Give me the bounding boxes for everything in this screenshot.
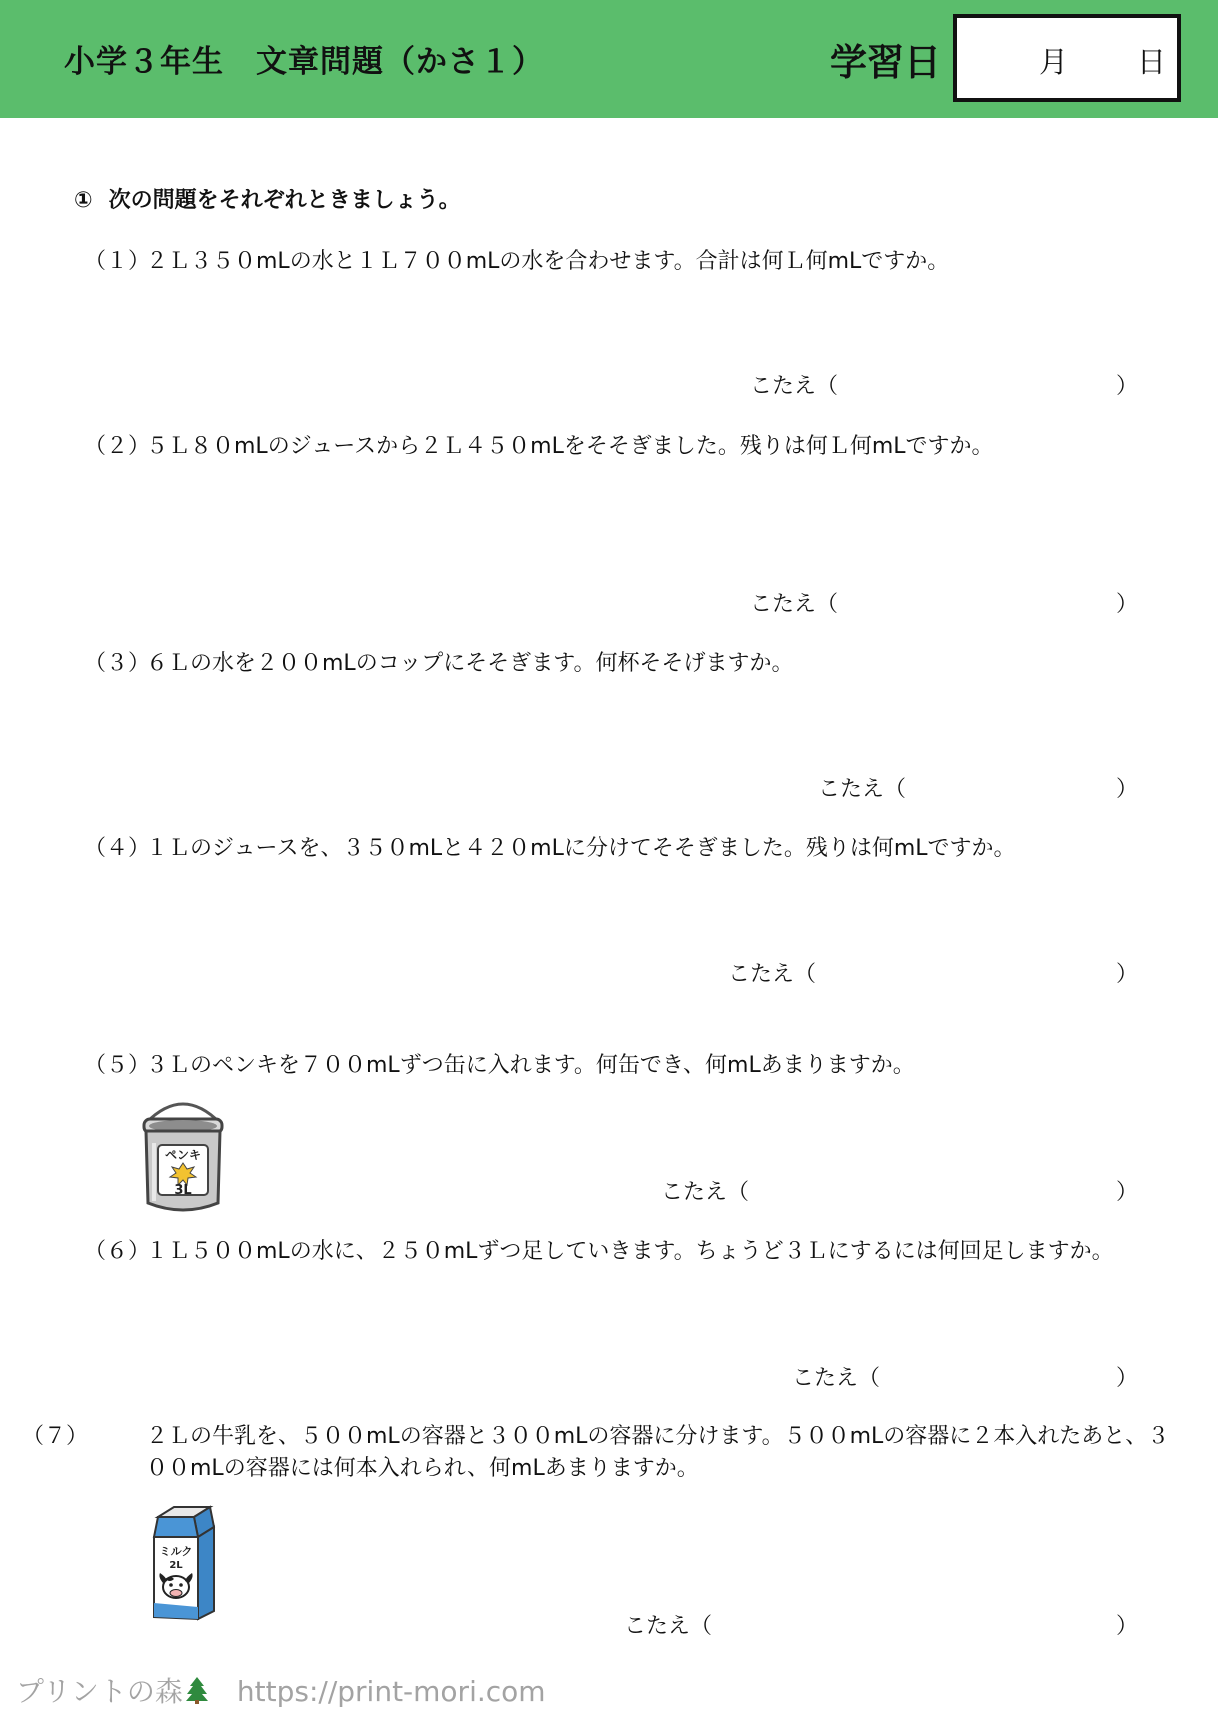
study-date-label: 学習日 [830,41,941,84]
answer-close-paren: ） [1116,1366,1139,1391]
site-name: プリントの森 [16,1675,183,1708]
milk-carton-illustration [148,1503,220,1625]
day-label: 日 [1137,45,1167,79]
answer-1[interactable] [750,369,1139,400]
question-7 [22,1421,1186,1485]
section-instruction [74,183,461,214]
answer-close-paren: ） [1116,777,1139,802]
question-text: ２Ｌ３５０mLの水と１Ｌ７００mLの水を合わせます。合計は何Ｌ何mLですか。 [146,249,950,274]
answer-7[interactable] [624,1609,1139,1640]
answer-2[interactable] [750,587,1139,618]
answer-3[interactable] [818,772,1139,803]
question-number: （２） [84,434,151,459]
worksheet-title: 小学３年生 文章問題（かさ１） [64,44,544,80]
question-text: ６Ｌの水を２００mLのコップにそそぎます。何杯そそげますか。 [146,651,794,676]
question-text: ２Ｌの牛乳を、５００mLの容器と３００mLの容器に分けます。５００mLの容器に２本入れたあと、３００mLの容器には何本入れられ、何mLあまりますか。 [146,1424,1170,1481]
milk-label: ミルク [159,1545,193,1558]
answer-close-paren: ） [1116,962,1139,987]
answer-4[interactable] [728,957,1139,988]
question-text: ３Ｌのペンキを７００mLずつ缶に入れます。何缶でき、何mLあまりますか。 [146,1053,915,1078]
question-number: （３） [84,651,151,676]
answer-label: こたえ（ [818,777,907,802]
header-bar [0,0,1218,118]
answer-label: こたえ（ [750,592,839,617]
answer-close-paren: ） [1116,374,1139,399]
tree-icon [185,1676,209,1704]
question-6 [84,1236,1134,1268]
question-number: （７） [22,1424,89,1449]
answer-label: こたえ（ [750,374,839,399]
month-label: 月 [1039,45,1069,79]
question-number: （６） [84,1239,151,1264]
answer-close-paren: ） [1116,1614,1139,1639]
question-number: （１） [84,249,151,274]
answer-label: こたえ（ [624,1614,713,1639]
section-number: ① [74,188,93,213]
question-text: １Ｌ５００mLの水に、２５０mLずつ足していきます。ちょうど３Ｌにするには何回足しますか。 [146,1239,1114,1264]
question-number: （４） [84,836,151,861]
paint-can-label: ペンキ [164,1148,202,1162]
question-3 [84,648,1134,680]
question-number: （５） [84,1053,151,1078]
answer-close-paren: ） [1116,592,1139,617]
footer [16,1670,546,1710]
answer-label: こたえ（ [661,1180,750,1205]
question-text: １Ｌのジュースを、３５０mLと４２０mLに分けてそそぎました。残りは何mLですか。 [146,836,1016,861]
site-url[interactable]: https://print-mori.com [236,1675,546,1708]
study-date-box[interactable] [953,14,1181,102]
question-5 [84,1050,1134,1082]
milk-volume: 2L [169,1560,183,1571]
question-text: ５Ｌ８０mLのジュースから２Ｌ４５０mLをそそぎました。残りは何Ｌ何mLですか。 [146,434,994,459]
answer-close-paren: ） [1116,1180,1139,1205]
question-1 [84,246,1134,278]
question-2 [84,431,1134,463]
answer-6[interactable] [792,1361,1139,1392]
answer-label: こたえ（ [728,962,817,987]
answer-label: こたえ（ [792,1366,881,1391]
answer-5[interactable] [661,1175,1139,1206]
question-4 [84,833,1134,865]
instruction-text: 次の問題をそれぞれときましょう。 [108,188,461,213]
paint-can-illustration [140,1093,226,1219]
paint-can-volume: 3L [174,1183,192,1198]
